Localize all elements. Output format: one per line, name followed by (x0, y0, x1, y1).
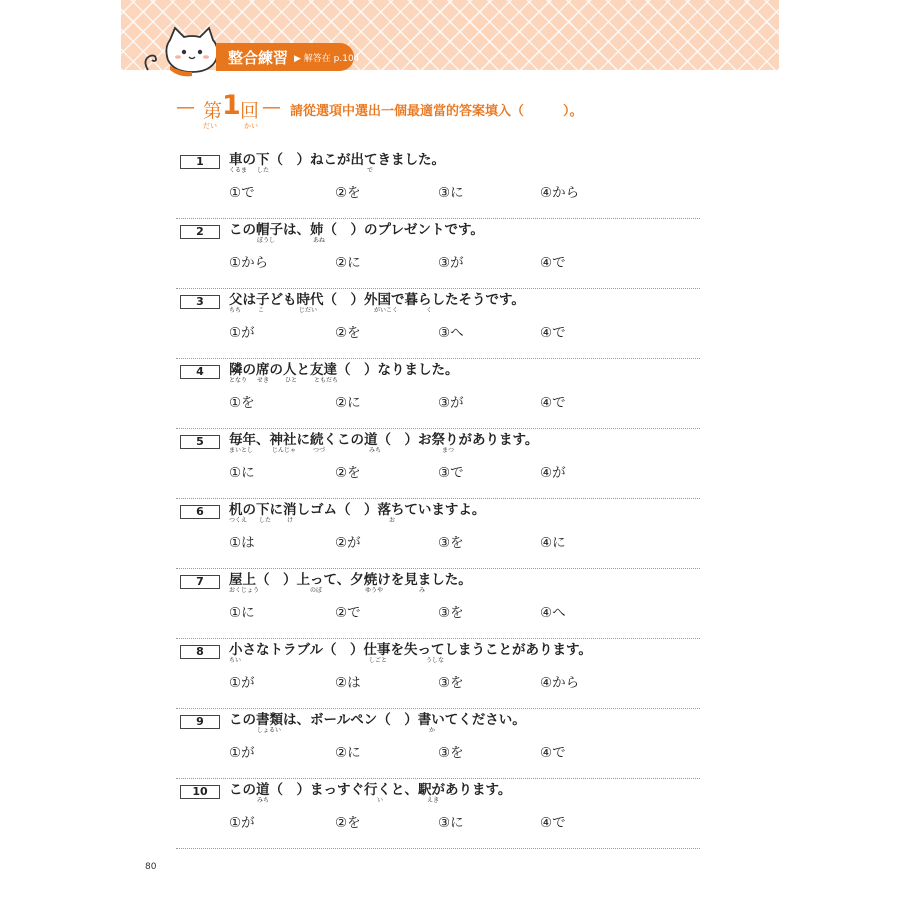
answer-option-4[interactable]: ④で (540, 255, 566, 271)
question-item (176, 498, 700, 569)
answer-option-2[interactable]: ②に (335, 255, 361, 271)
furigana-reading: うしな (426, 657, 445, 664)
answer-option-4[interactable]: ④に (540, 535, 566, 551)
furigana-reading: じだい (299, 307, 318, 314)
question-number: 4 (180, 365, 220, 379)
furigana-reading: つくえ (229, 517, 248, 524)
furigana-reading: えき (427, 797, 440, 804)
answer-option-2[interactable]: ②に (335, 745, 361, 761)
section-tag (216, 43, 360, 71)
furigana-reading: ひと (285, 377, 298, 384)
answer-reference: ▶ 解答在 p.104 (294, 53, 360, 64)
furigana-reading: か (429, 727, 436, 734)
heading-dash-right: — (262, 96, 281, 118)
question-item (176, 358, 700, 429)
furigana-reading: け (287, 517, 294, 524)
answer-option-3[interactable]: ③を (438, 535, 464, 551)
answer-option-4[interactable]: ④へ (540, 605, 566, 621)
heading-furigana-kai: かい (244, 122, 258, 130)
furigana-reading: となり (229, 377, 248, 384)
question-text: 小さなトラブル（ ）仕事を失ってしまうことがあります。 (229, 642, 592, 658)
furigana-reading: のぼ (310, 587, 323, 594)
answer-option-3[interactable]: ③を (438, 745, 464, 761)
question-number: 6 (180, 505, 220, 519)
question-text: 机の下に消しゴム（ ）落ちていますよ。 (229, 502, 486, 518)
answer-option-1[interactable]: ①が (229, 745, 255, 761)
furigana-reading: くるま (229, 167, 248, 174)
furigana-reading: い (377, 797, 384, 804)
answer-option-2[interactable]: ②で (335, 605, 361, 621)
heading-dash-left: — (176, 96, 195, 118)
question-number: 5 (180, 435, 220, 449)
furigana-reading: まつ (442, 447, 455, 454)
question-item (176, 638, 700, 709)
furigana-reading: おくじょう (229, 587, 260, 594)
furigana-reading: ぼうし (257, 237, 276, 244)
answer-option-2[interactable]: ②は (335, 675, 361, 691)
furigana-reading: みち (369, 447, 382, 454)
section-heading (176, 90, 736, 136)
answer-option-1[interactable]: ①で (229, 185, 255, 201)
question-text: 屋上（ ）上って、夕焼けを見ました。 (229, 572, 472, 588)
furigana-reading: せき (257, 377, 270, 384)
question-item (176, 778, 700, 849)
answer-option-2[interactable]: ②を (335, 325, 361, 341)
answer-option-3[interactable]: ③が (438, 255, 464, 271)
answer-option-4[interactable]: ④が (540, 465, 566, 481)
answer-option-3[interactable]: ③で (438, 465, 464, 481)
answer-option-2[interactable]: ②を (335, 815, 361, 831)
answer-option-4[interactable]: ④から (540, 675, 580, 691)
question-number: 10 (180, 785, 220, 799)
question-text: 父は子ども時代（ ）外国で暮らしたそうです。 (229, 292, 525, 308)
furigana-reading: お (389, 517, 396, 524)
answer-option-1[interactable]: ①から (229, 255, 269, 271)
furigana-reading: じんじゃ (272, 447, 297, 454)
heading-furigana-dai: だい (203, 122, 217, 130)
furigana-reading: つづ (313, 447, 326, 454)
instruction-text: 請從選項中選出一個最適當的答案填入（ ）。 (290, 104, 583, 119)
answer-option-4[interactable]: ④で (540, 395, 566, 411)
question-number: 9 (180, 715, 220, 729)
answer-option-4[interactable]: ④で (540, 325, 566, 341)
answer-option-2[interactable]: ②が (335, 535, 361, 551)
furigana-reading: あね (313, 237, 326, 244)
question-text: この帽子は、姉（ ）のプレゼントです。 (229, 222, 484, 238)
heading-word-kai: 回 (240, 100, 260, 122)
answer-option-2[interactable]: ②に (335, 395, 361, 411)
furigana-reading: しょるい (257, 727, 282, 734)
practice-title: 整合練習 (228, 48, 289, 67)
furigana-reading: まいとし (229, 447, 254, 454)
furigana-reading: ちい (229, 657, 242, 664)
answer-option-1[interactable]: ①に (229, 465, 255, 481)
question-text: この道（ ）まっすぐ行くと、駅があります。 (229, 782, 512, 798)
question-number: 3 (180, 295, 220, 309)
question-number: 8 (180, 645, 220, 659)
furigana-reading: で (367, 167, 374, 174)
answer-option-3[interactable]: ③へ (438, 325, 464, 341)
furigana-reading: した (257, 167, 270, 174)
question-item (176, 288, 700, 359)
furigana-reading: した (259, 517, 272, 524)
answer-option-3[interactable]: ③を (438, 675, 464, 691)
question-text: 車の下（ ）ねこが出てきました。 (229, 152, 445, 168)
question-number: 1 (180, 155, 220, 169)
question-item (176, 218, 700, 289)
answer-option-3[interactable]: ③に (438, 815, 464, 831)
question-text: 毎年、神社に続くこの道（ ）お祭りがあります。 (229, 432, 539, 448)
answer-option-2[interactable]: ②を (335, 185, 361, 201)
answer-option-1[interactable]: ①が (229, 815, 255, 831)
heading-number: 1 (222, 90, 241, 121)
furigana-reading: ちち (229, 307, 242, 314)
furigana-reading: こ (258, 307, 265, 314)
answer-option-1[interactable]: ①が (229, 325, 255, 341)
furigana-reading: がいこく (374, 307, 399, 314)
question-number: 2 (180, 225, 220, 239)
page-number: 80 (145, 862, 157, 872)
answer-option-2[interactable]: ②を (335, 465, 361, 481)
heading-word-dai: 第 (203, 100, 223, 122)
question-number: 7 (180, 575, 220, 589)
question-item (176, 428, 700, 499)
answer-option-4[interactable]: ④で (540, 745, 566, 761)
question-item (176, 708, 700, 779)
furigana-reading: みち (257, 797, 270, 804)
furigana-reading: ゆうや (365, 587, 384, 594)
furigana-reading: しごと (369, 657, 388, 664)
furigana-reading: く (426, 307, 433, 314)
answer-option-1[interactable]: ①に (229, 605, 255, 621)
answer-option-1[interactable]: ①は (229, 535, 255, 551)
answer-option-4[interactable]: ④で (540, 815, 566, 831)
answer-option-3[interactable]: ③に (438, 185, 464, 201)
answer-option-1[interactable]: ①を (229, 395, 255, 411)
answer-option-4[interactable]: ④から (540, 185, 580, 201)
furigana-reading: み (419, 587, 426, 594)
answer-option-1[interactable]: ①が (229, 675, 255, 691)
question-item (176, 568, 700, 639)
answer-option-3[interactable]: ③が (438, 395, 464, 411)
furigana-reading: ともだち (314, 377, 339, 384)
question-text: この書類は、ボールペン（ ）書いてください。 (229, 712, 526, 728)
question-text: 隣の席の人と友達（ ）なりました。 (229, 362, 459, 378)
question-item (176, 148, 700, 219)
answer-option-3[interactable]: ③を (438, 605, 464, 621)
